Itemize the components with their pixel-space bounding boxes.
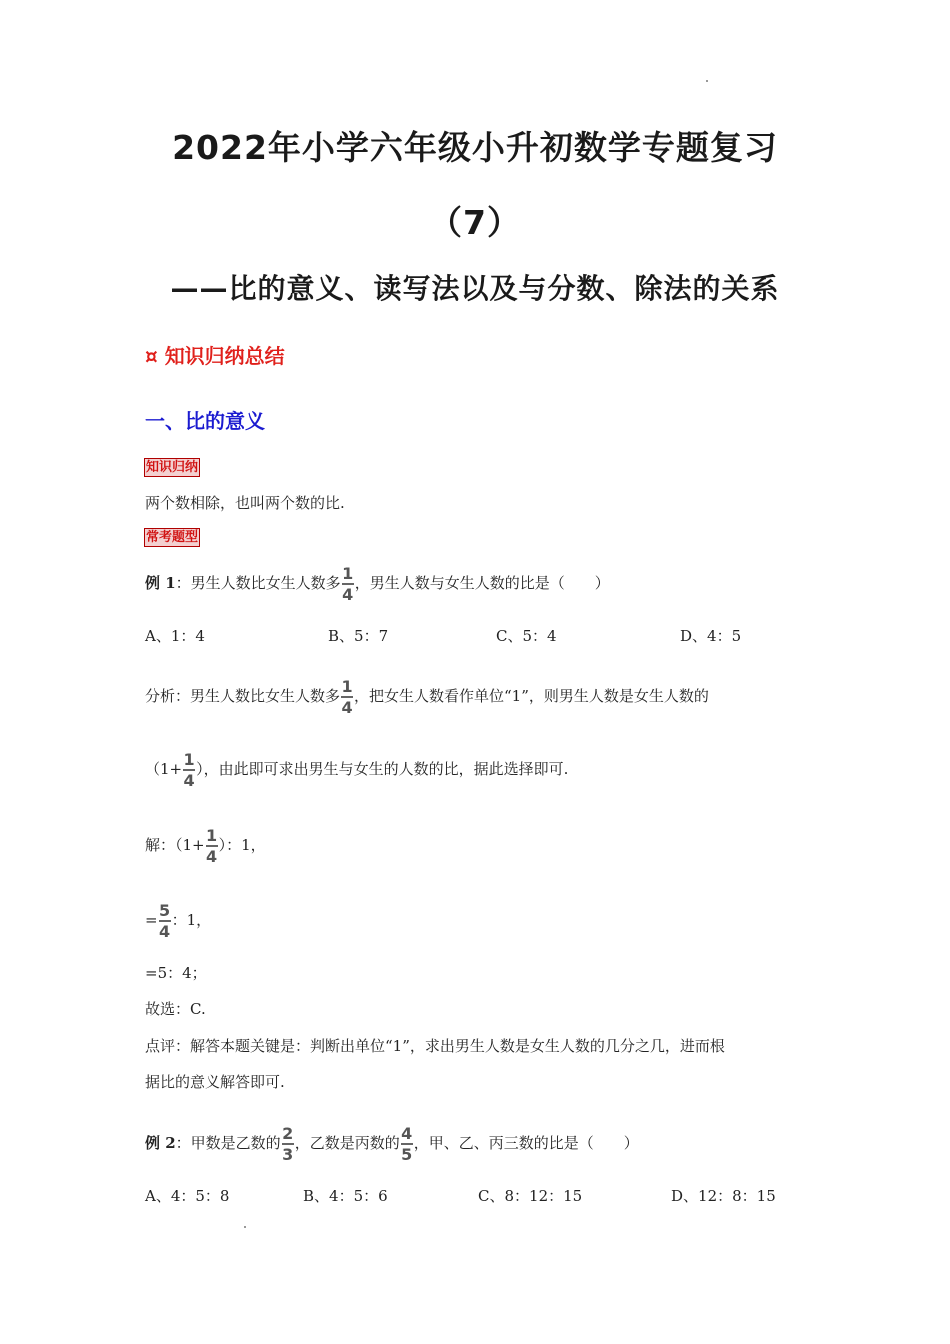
- page-title: 2022年小学六年级小升初数学专题复习: [172, 128, 778, 167]
- analysis-text: ），由此即可求出男生与女生的人数的比，据此选择即可.: [196, 760, 569, 778]
- example2-label: 例 2: [145, 1134, 176, 1152]
- analysis-text: 分析：男生人数比女生人数多: [145, 687, 341, 705]
- common-question-tag: 常考题型: [146, 530, 199, 545]
- numerator: 5: [159, 901, 171, 920]
- knowledge-tag: 知识归纳: [146, 460, 199, 475]
- question-text: ：男生人数比女生人数多: [175, 574, 341, 592]
- question-text: ，甲、乙、丙三数的比是（ ）: [413, 1134, 639, 1152]
- scan-speck: [706, 80, 708, 82]
- denominator: 4: [206, 847, 218, 866]
- example1-analysis: [145, 671, 709, 721]
- denominator: 4: [183, 771, 195, 790]
- option-d: D、4：5: [680, 627, 742, 645]
- numerator: 1: [183, 750, 195, 769]
- fraction: [183, 751, 195, 789]
- numerator: 1: [341, 677, 353, 696]
- fraction: [282, 1125, 294, 1163]
- example1-comment-cont: 据比的意义解答即可.: [145, 1073, 285, 1091]
- example1-step2: [145, 895, 211, 945]
- option-b: B、5：7: [328, 627, 389, 645]
- page-subtitle: ——比的意义、读写法以及与分数、除法的关系: [170, 272, 780, 305]
- solution-text: 解：（1+: [145, 836, 205, 854]
- option-a: A、1：4: [145, 627, 205, 645]
- example1-step3: =5：4；: [145, 964, 207, 982]
- knowledge-summary-heading: ¤ 知识归纳总结: [145, 344, 285, 368]
- example1-comment: 点评：解答本题关键是：判断出单位“1”，求出男生人数是女生人数的几分之几，进而根: [145, 1037, 725, 1055]
- denominator: 4: [341, 698, 353, 717]
- page-title-number: （7）: [429, 203, 521, 242]
- fraction: [342, 565, 354, 603]
- option-c: C、5：4: [496, 627, 557, 645]
- option-c: C、8：12：15: [478, 1187, 583, 1205]
- fraction: [341, 678, 353, 716]
- numerator: 2: [282, 1124, 294, 1143]
- scan-speck: [244, 1226, 246, 1228]
- denominator: 3: [282, 1145, 294, 1164]
- solution-text: =: [145, 911, 158, 929]
- solution-text: ）：1，: [218, 836, 266, 854]
- example1-choice: 故选：C.: [145, 1000, 206, 1018]
- section-heading: 一、比的意义: [145, 409, 265, 433]
- analysis-text: （1+: [145, 760, 183, 778]
- numerator: 1: [206, 826, 218, 845]
- option-a: A、4：5：8: [145, 1187, 230, 1205]
- question-text: ：甲数是乙数的: [175, 1134, 281, 1152]
- solution-text: ：1，: [171, 911, 212, 929]
- option-d: D、12：8：15: [671, 1187, 776, 1205]
- example1-question: [145, 558, 610, 608]
- denominator: 4: [159, 922, 171, 941]
- example1-label: 例 1: [145, 574, 176, 592]
- example2-question: [145, 1118, 639, 1168]
- fraction: [206, 827, 218, 865]
- example1-analysis-cont: [145, 744, 568, 794]
- numerator: 4: [401, 1124, 413, 1143]
- question-text: ，男生人数与女生人数的比是（ ）: [354, 574, 610, 592]
- denominator: 4: [342, 585, 354, 604]
- numerator: 1: [342, 564, 354, 583]
- denominator: 5: [401, 1145, 413, 1164]
- example1-solution: [145, 820, 266, 870]
- fraction: [401, 1125, 413, 1163]
- option-b: B、4：5：6: [303, 1187, 388, 1205]
- question-text: ，乙数是丙数的: [294, 1134, 400, 1152]
- fraction: [159, 902, 171, 940]
- definition-text: 两个数相除，也叫两个数的比.: [145, 494, 345, 512]
- analysis-text: ，把女生人数看作单位“1”，则男生人数是女生人数的: [354, 687, 709, 705]
